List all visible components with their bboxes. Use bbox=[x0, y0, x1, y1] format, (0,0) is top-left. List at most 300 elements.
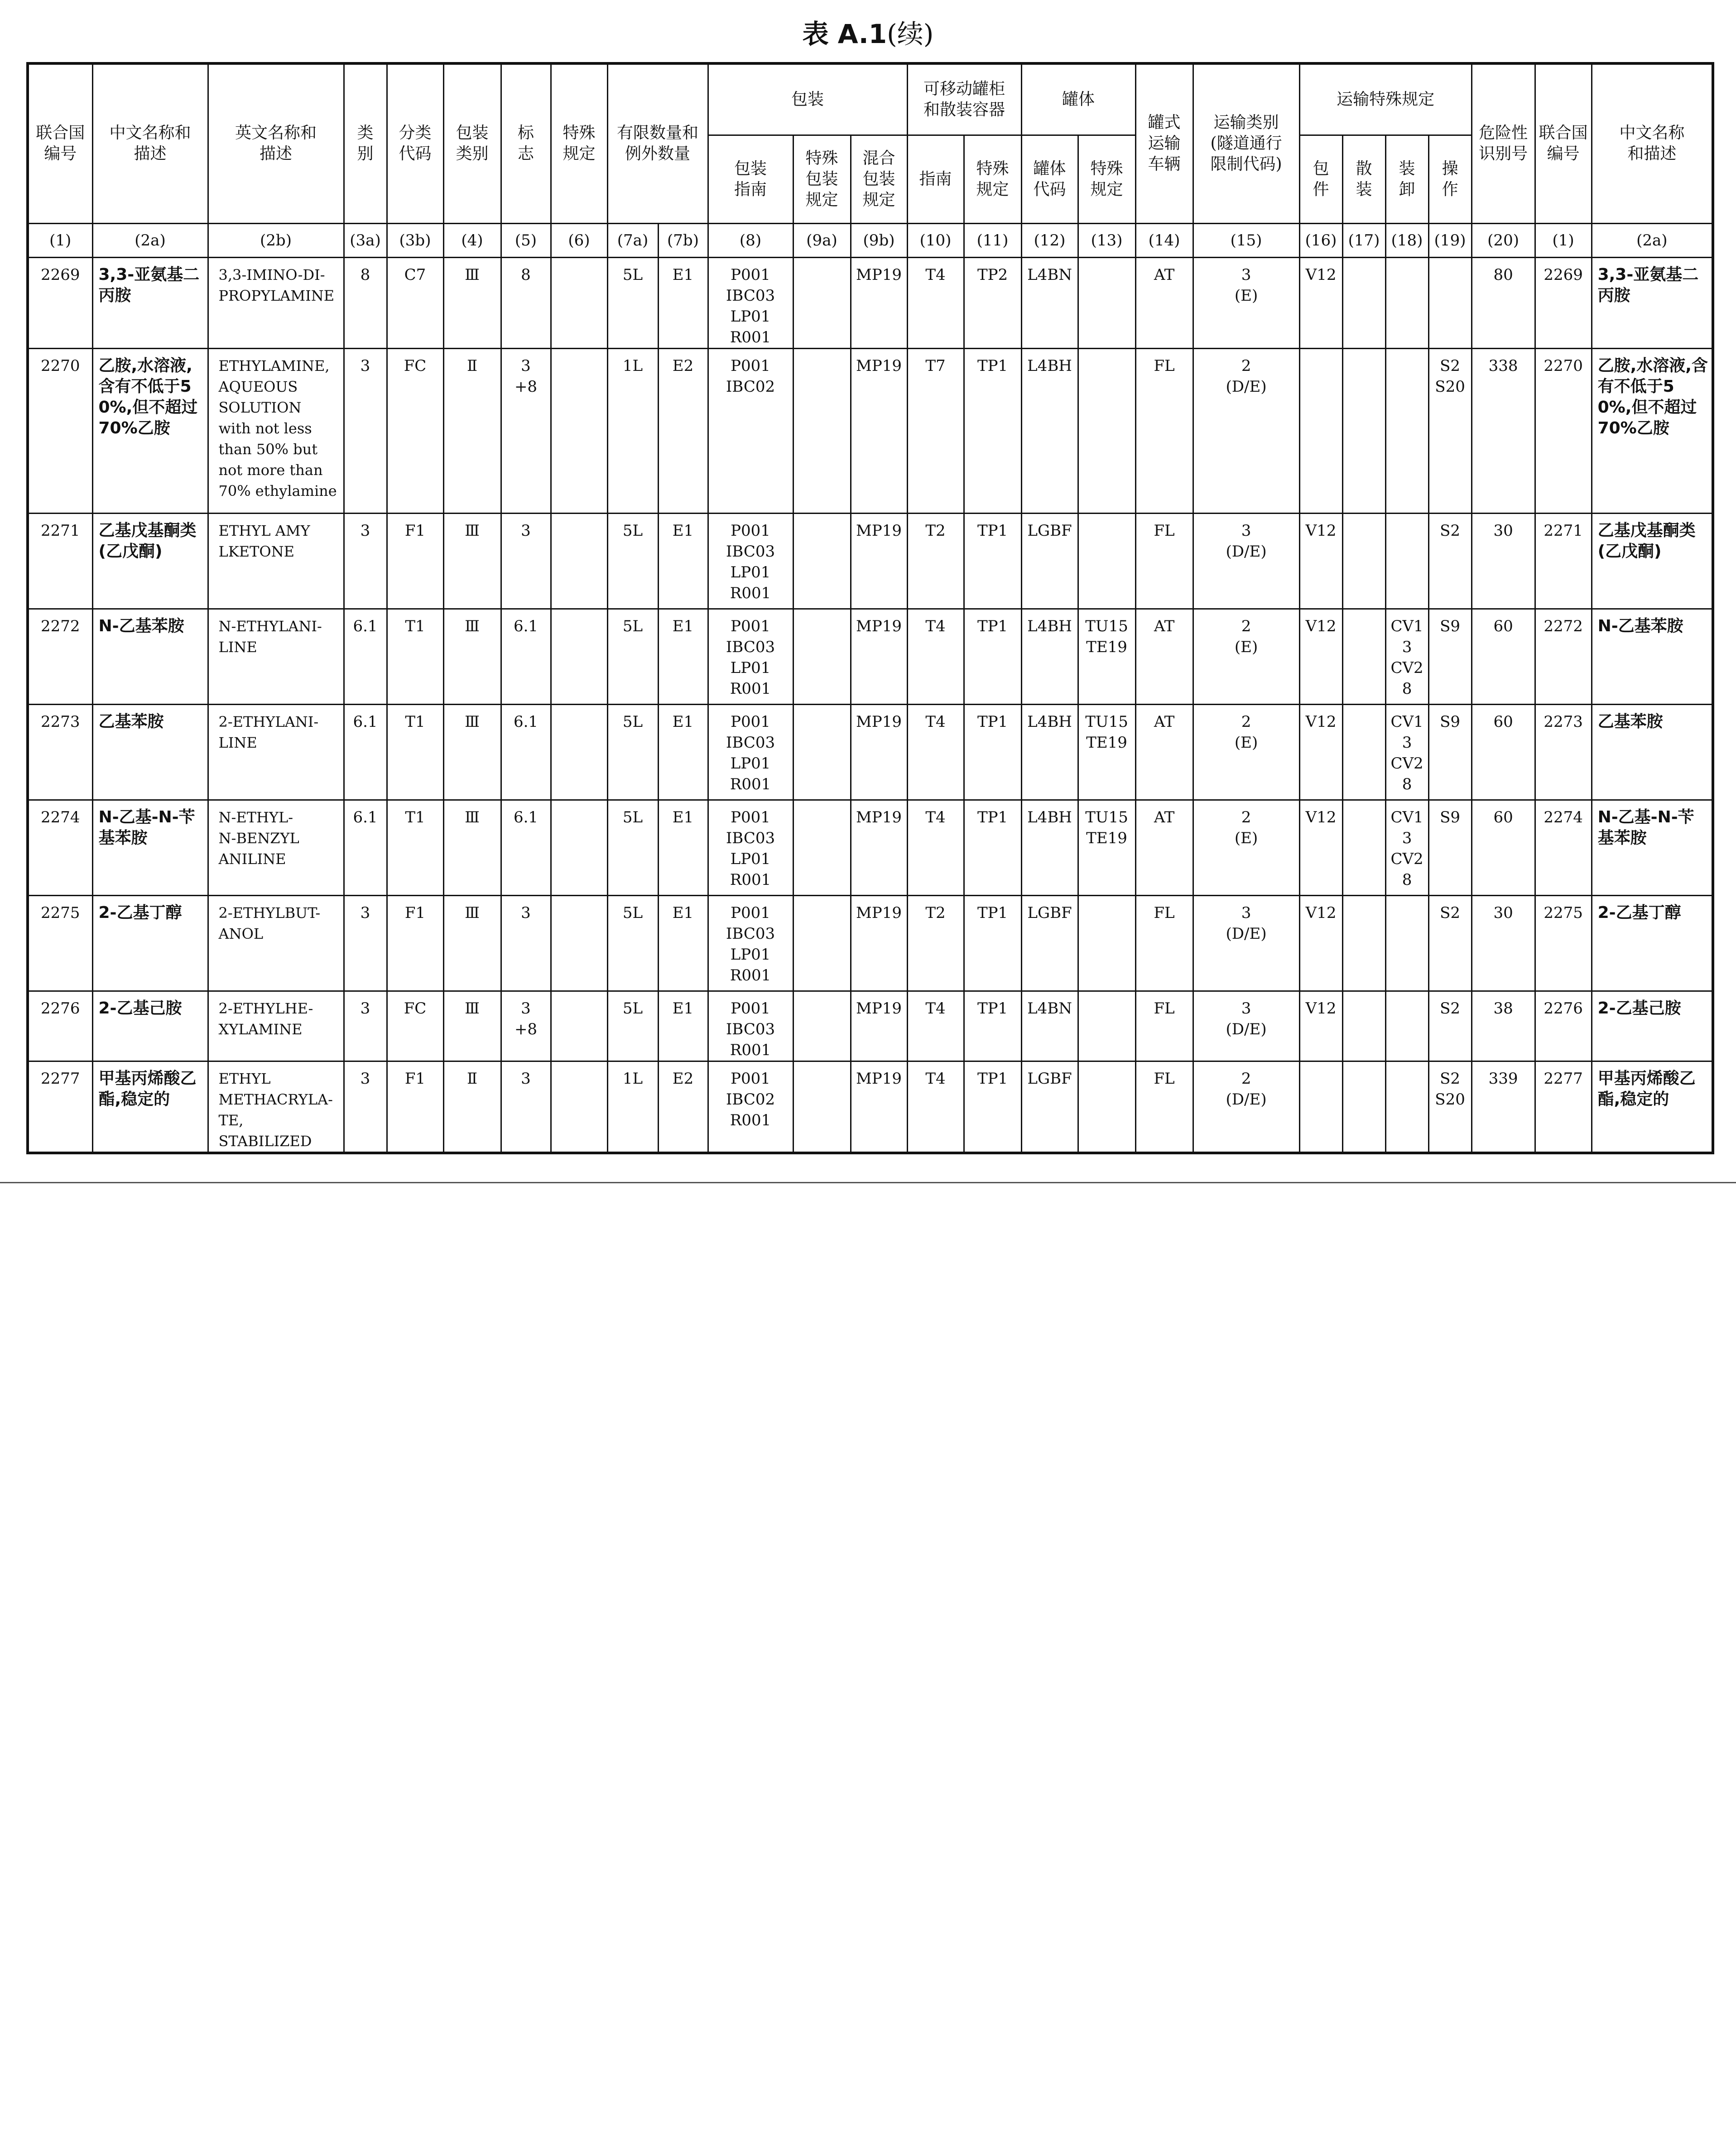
cell-ts-loading bbox=[1385, 348, 1428, 513]
cell-name-en: 2-ETHYLBUT- ANOL bbox=[208, 895, 344, 991]
header-mixed-packing: 混合 包装 规定 bbox=[851, 135, 907, 223]
cell-packing-instruction: P001 IBC02 R001 bbox=[708, 1061, 793, 1153]
cell-portable-tank-instruction: T4 bbox=[907, 257, 964, 348]
cell-un-number: 2274 bbox=[28, 800, 92, 895]
cell-packing-instruction: P001 IBC02 bbox=[708, 348, 793, 513]
cell-class-code: T1 bbox=[387, 704, 443, 800]
cell-portable-tank-instruction: T4 bbox=[907, 991, 964, 1061]
cell-packing-group: Ⅲ bbox=[443, 895, 501, 991]
cell-excepted-quantity: E2 bbox=[658, 348, 708, 513]
cell-labels: 3 bbox=[501, 513, 551, 609]
table-title-main: 表 A.1 bbox=[802, 19, 887, 49]
cell-hazard-id: 60 bbox=[1472, 704, 1535, 800]
cell-packing-group: Ⅲ bbox=[443, 257, 501, 348]
cell-un-number-right: 2275 bbox=[1535, 895, 1592, 991]
cell-packing-instruction: P001 IBC03 LP01 R001 bbox=[708, 895, 793, 991]
cell-ts-package: V12 bbox=[1299, 513, 1342, 609]
cell-special-packing bbox=[793, 513, 851, 609]
cell-portable-tank-special: TP1 bbox=[964, 895, 1021, 991]
cell-ts-bulk bbox=[1342, 991, 1385, 1061]
cell-special-provisions bbox=[551, 348, 607, 513]
cell-name-zh-right: N-乙基-N-苄基苯胺 bbox=[1592, 800, 1713, 895]
cell-packing-group: Ⅱ bbox=[443, 348, 501, 513]
cell-name-en: 2-ETHYLHE- XYLAMINE bbox=[208, 991, 344, 1061]
cell-name-zh-right: 2-乙基己胺 bbox=[1592, 991, 1713, 1061]
cell-excepted-quantity: E1 bbox=[658, 257, 708, 348]
cell-ts-operation bbox=[1428, 257, 1472, 348]
cell-labels: 6.1 bbox=[501, 704, 551, 800]
table-title-continued: (续) bbox=[887, 19, 934, 49]
cell-name-zh-right: 甲基丙烯酸乙酯,稳定的 bbox=[1592, 1061, 1713, 1153]
cell-un-number: 2276 bbox=[28, 991, 92, 1061]
cell-limited-quantity: 5L bbox=[607, 609, 658, 704]
cell-limited-quantity: 5L bbox=[607, 704, 658, 800]
cell-portable-tank-special: TP1 bbox=[964, 991, 1021, 1061]
cell-ts-loading bbox=[1385, 1061, 1428, 1153]
cell-portable-tank-instruction: T4 bbox=[907, 704, 964, 800]
header-special-packing: 特殊 包装 规定 bbox=[793, 135, 851, 223]
column-number: (8) bbox=[708, 223, 793, 257]
cell-class-code: F1 bbox=[387, 513, 443, 609]
header-packaging: 包装 bbox=[708, 63, 907, 135]
column-number: (5) bbox=[501, 223, 551, 257]
column-number: (16) bbox=[1299, 223, 1342, 257]
cell-hazard-id: 38 bbox=[1472, 991, 1535, 1061]
header-name-zh: 中文名称和 描述 bbox=[92, 63, 208, 223]
cell-tank-special: TU15 TE19 bbox=[1078, 704, 1135, 800]
cell-packing-instruction: P001 IBC03 LP01 R001 bbox=[708, 704, 793, 800]
cell-tank-code: L4BN bbox=[1021, 991, 1078, 1061]
cell-special-provisions bbox=[551, 704, 607, 800]
cell-name-zh-right: 2-乙基丁醇 bbox=[1592, 895, 1713, 991]
column-number-row bbox=[28, 223, 1713, 257]
cell-name-en: N-ETHYLANI- LINE bbox=[208, 609, 344, 704]
column-number: (11) bbox=[964, 223, 1021, 257]
cell-ts-operation: S9 bbox=[1428, 609, 1472, 704]
cell-name-en: N-ETHYL- N-BENZYL ANILINE bbox=[208, 800, 344, 895]
cell-portable-tank-instruction: T2 bbox=[907, 895, 964, 991]
cell-class: 6.1 bbox=[344, 609, 387, 704]
table-row bbox=[28, 1061, 1713, 1153]
cell-portable-tank-special: TP1 bbox=[964, 513, 1021, 609]
cell-transport-category: 3 (D/E) bbox=[1193, 513, 1299, 609]
header-ts-operation: 操 作 bbox=[1428, 135, 1472, 223]
cell-un-number-right: 2273 bbox=[1535, 704, 1592, 800]
column-number: (20) bbox=[1472, 223, 1535, 257]
cell-excepted-quantity: E1 bbox=[658, 800, 708, 895]
table-row bbox=[28, 704, 1713, 800]
cell-tank-special bbox=[1078, 895, 1135, 991]
column-number: (14) bbox=[1135, 223, 1193, 257]
cell-name-zh: N-乙基苯胺 bbox=[92, 609, 208, 704]
column-number: (7a) bbox=[607, 223, 658, 257]
cell-tank-code: L4BH bbox=[1021, 704, 1078, 800]
header-limited-quantity: 有限数量和 例外数量 bbox=[607, 63, 708, 223]
cell-special-packing bbox=[793, 609, 851, 704]
header-tank-special: 特殊 规定 bbox=[1078, 135, 1135, 223]
cell-portable-tank-instruction: T4 bbox=[907, 800, 964, 895]
cell-un-number-right: 2277 bbox=[1535, 1061, 1592, 1153]
cell-un-number-right: 2270 bbox=[1535, 348, 1592, 513]
cell-tank-code: L4BH bbox=[1021, 609, 1078, 704]
cell-name-zh-right: 乙基苯胺 bbox=[1592, 704, 1713, 800]
table-row bbox=[28, 991, 1713, 1061]
table-row bbox=[28, 609, 1713, 704]
cell-tank-special: TU15 TE19 bbox=[1078, 609, 1135, 704]
cell-class: 3 bbox=[344, 348, 387, 513]
cell-excepted-quantity: E1 bbox=[658, 609, 708, 704]
cell-tank-code: LGBF bbox=[1021, 513, 1078, 609]
cell-ts-package: V12 bbox=[1299, 704, 1342, 800]
cell-ts-operation: S2 bbox=[1428, 895, 1472, 991]
cell-ts-bulk bbox=[1342, 800, 1385, 895]
column-number: (15) bbox=[1193, 223, 1299, 257]
cell-tank-code: LGBF bbox=[1021, 895, 1078, 991]
column-number: (6) bbox=[551, 223, 607, 257]
cell-name-zh: 2-乙基丁醇 bbox=[92, 895, 208, 991]
cell-ts-bulk bbox=[1342, 513, 1385, 609]
cell-ts-package: V12 bbox=[1299, 257, 1342, 348]
header-packing-instruction: 包装 指南 bbox=[708, 135, 793, 223]
cell-name-zh: 乙胺,水溶液,含有不低于50%,但不超过70%乙胺 bbox=[92, 348, 208, 513]
cell-packing-instruction: P001 IBC03 LP01 R001 bbox=[708, 257, 793, 348]
table-row bbox=[28, 513, 1713, 609]
cell-special-provisions bbox=[551, 513, 607, 609]
column-number: (3a) bbox=[344, 223, 387, 257]
cell-special-provisions bbox=[551, 895, 607, 991]
cell-un-number-right: 2271 bbox=[1535, 513, 1592, 609]
header-tanks: 罐体 bbox=[1021, 63, 1135, 135]
cell-portable-tank-instruction: T7 bbox=[907, 348, 964, 513]
cell-packing-group: Ⅲ bbox=[443, 513, 501, 609]
cell-ts-bulk bbox=[1342, 704, 1385, 800]
cell-name-zh-right: N-乙基苯胺 bbox=[1592, 609, 1713, 704]
cell-mixed-packing: MP19 bbox=[851, 257, 907, 348]
cell-ts-operation: S2 S20 bbox=[1428, 348, 1472, 513]
cell-mixed-packing: MP19 bbox=[851, 1061, 907, 1153]
cell-labels: 3 +8 bbox=[501, 348, 551, 513]
column-number: (7b) bbox=[658, 223, 708, 257]
header-ts-package: 包 件 bbox=[1299, 135, 1342, 223]
cell-name-en: ETHYL METHACRYLA- TE, STABILIZED bbox=[208, 1061, 344, 1153]
cell-portable-tank-instruction: T2 bbox=[907, 513, 964, 609]
cell-special-provisions bbox=[551, 257, 607, 348]
column-number: (19) bbox=[1428, 223, 1472, 257]
cell-tank-vehicle: AT bbox=[1135, 704, 1193, 800]
cell-un-number: 2275 bbox=[28, 895, 92, 991]
cell-hazard-id: 338 bbox=[1472, 348, 1535, 513]
cell-ts-loading bbox=[1385, 257, 1428, 348]
cell-tank-code: L4BH bbox=[1021, 800, 1078, 895]
cell-class-code: C7 bbox=[387, 257, 443, 348]
cell-class-code: T1 bbox=[387, 609, 443, 704]
cell-ts-package: V12 bbox=[1299, 609, 1342, 704]
cell-packing-group: Ⅱ bbox=[443, 1061, 501, 1153]
cell-mixed-packing: MP19 bbox=[851, 991, 907, 1061]
column-number: (3b) bbox=[387, 223, 443, 257]
cell-portable-tank-instruction: T4 bbox=[907, 609, 964, 704]
header-class-code: 分类 代码 bbox=[387, 63, 443, 223]
cell-special-packing bbox=[793, 800, 851, 895]
header-name-en: 英文名称和 描述 bbox=[208, 63, 344, 223]
cell-special-packing bbox=[793, 348, 851, 513]
cell-class-code: FC bbox=[387, 348, 443, 513]
cell-un-number: 2277 bbox=[28, 1061, 92, 1153]
header-portable-tanks: 可移动罐柜 和散装容器 bbox=[907, 63, 1021, 135]
column-number: (1) bbox=[28, 223, 92, 257]
cell-un-number: 2271 bbox=[28, 513, 92, 609]
cell-un-number: 2270 bbox=[28, 348, 92, 513]
cell-transport-category: 2 (E) bbox=[1193, 704, 1299, 800]
cell-un-number-right: 2274 bbox=[1535, 800, 1592, 895]
cell-hazard-id: 30 bbox=[1472, 895, 1535, 991]
cell-ts-operation: S2 bbox=[1428, 991, 1472, 1061]
cell-tank-code: L4BN bbox=[1021, 257, 1078, 348]
cell-class: 3 bbox=[344, 895, 387, 991]
cell-tank-code: L4BH bbox=[1021, 348, 1078, 513]
cell-packing-instruction: P001 IBC03 LP01 R001 bbox=[708, 513, 793, 609]
cell-tank-vehicle: AT bbox=[1135, 800, 1193, 895]
cell-packing-group: Ⅲ bbox=[443, 800, 501, 895]
page-bottom-rule bbox=[0, 1182, 1736, 1183]
cell-limited-quantity: 5L bbox=[607, 991, 658, 1061]
header-vehicle: 罐式 运输 车辆 bbox=[1135, 63, 1193, 223]
cell-mixed-packing: MP19 bbox=[851, 609, 907, 704]
cell-un-number: 2269 bbox=[28, 257, 92, 348]
cell-limited-quantity: 1L bbox=[607, 1061, 658, 1153]
cell-portable-tank-special: TP1 bbox=[964, 704, 1021, 800]
cell-name-zh-right: 乙胺,水溶液,含有不低于50%,但不超过70%乙胺 bbox=[1592, 348, 1713, 513]
cell-hazard-id: 339 bbox=[1472, 1061, 1535, 1153]
cell-un-number: 2272 bbox=[28, 609, 92, 704]
cell-hazard-id: 60 bbox=[1472, 800, 1535, 895]
cell-packing-instruction: P001 IBC03 R001 bbox=[708, 991, 793, 1061]
header-special-provisions: 特殊 规定 bbox=[551, 63, 607, 223]
header-labels: 标 志 bbox=[501, 63, 551, 223]
cell-tank-special bbox=[1078, 1061, 1135, 1153]
cell-packing-group: Ⅲ bbox=[443, 991, 501, 1061]
cell-special-packing bbox=[793, 991, 851, 1061]
cell-ts-loading: CV13 CV28 bbox=[1385, 704, 1428, 800]
cell-class: 3 bbox=[344, 1061, 387, 1153]
cell-excepted-quantity: E1 bbox=[658, 895, 708, 991]
cell-transport-category: 2 (E) bbox=[1193, 800, 1299, 895]
cell-ts-loading bbox=[1385, 513, 1428, 609]
column-number: (18) bbox=[1385, 223, 1428, 257]
cell-tank-special bbox=[1078, 257, 1135, 348]
cell-labels: 6.1 bbox=[501, 800, 551, 895]
cell-special-packing bbox=[793, 1061, 851, 1153]
cell-tank-vehicle: FL bbox=[1135, 348, 1193, 513]
cell-tank-vehicle: FL bbox=[1135, 513, 1193, 609]
cell-packing-instruction: P001 IBC03 LP01 R001 bbox=[708, 800, 793, 895]
cell-labels: 6.1 bbox=[501, 609, 551, 704]
cell-mixed-packing: MP19 bbox=[851, 704, 907, 800]
cell-portable-tank-special: TP1 bbox=[964, 1061, 1021, 1153]
cell-class-code: FC bbox=[387, 991, 443, 1061]
cell-un-number-right: 2272 bbox=[1535, 609, 1592, 704]
column-number: (2a) bbox=[92, 223, 208, 257]
table-row bbox=[28, 257, 1713, 348]
cell-portable-tank-special: TP1 bbox=[964, 609, 1021, 704]
column-number: (9a) bbox=[793, 223, 851, 257]
cell-special-packing bbox=[793, 704, 851, 800]
cell-name-zh: 乙基戊基酮类(乙戊酮) bbox=[92, 513, 208, 609]
cell-limited-quantity: 5L bbox=[607, 895, 658, 991]
cell-transport-category: 2 (E) bbox=[1193, 609, 1299, 704]
cell-ts-loading bbox=[1385, 895, 1428, 991]
cell-transport-category: 3 (D/E) bbox=[1193, 895, 1299, 991]
cell-ts-operation: S9 bbox=[1428, 704, 1472, 800]
cell-labels: 3 +8 bbox=[501, 991, 551, 1061]
cell-name-zh: N-乙基-N-苄基苯胺 bbox=[92, 800, 208, 895]
cell-class-code: F1 bbox=[387, 1061, 443, 1153]
cell-ts-bulk bbox=[1342, 609, 1385, 704]
header-ts-bulk: 散 装 bbox=[1342, 135, 1385, 223]
dangerous-goods-table bbox=[26, 62, 1714, 1154]
cell-tank-code: LGBF bbox=[1021, 1061, 1078, 1153]
cell-tank-vehicle: AT bbox=[1135, 257, 1193, 348]
cell-name-zh-right: 乙基戊基酮类(乙戊酮) bbox=[1592, 513, 1713, 609]
cell-portable-tank-special: TP1 bbox=[964, 800, 1021, 895]
header-transport-special: 运输特殊规定 bbox=[1299, 63, 1472, 135]
cell-hazard-id: 80 bbox=[1472, 257, 1535, 348]
cell-ts-loading bbox=[1385, 991, 1428, 1061]
cell-portable-tank-special: TP1 bbox=[964, 348, 1021, 513]
cell-tank-vehicle: FL bbox=[1135, 1061, 1193, 1153]
cell-labels: 8 bbox=[501, 257, 551, 348]
header-packing-group: 包装 类别 bbox=[443, 63, 501, 223]
cell-excepted-quantity: E1 bbox=[658, 704, 708, 800]
cell-packing-instruction: P001 IBC03 LP01 R001 bbox=[708, 609, 793, 704]
cell-name-zh: 乙基苯胺 bbox=[92, 704, 208, 800]
cell-name-zh: 3,3-亚氨基二丙胺 bbox=[92, 257, 208, 348]
cell-ts-package bbox=[1299, 1061, 1342, 1153]
cell-name-en: 2-ETHYLANI- LINE bbox=[208, 704, 344, 800]
cell-excepted-quantity: E1 bbox=[658, 513, 708, 609]
cell-special-packing bbox=[793, 257, 851, 348]
cell-name-zh: 甲基丙烯酸乙酯,稳定的 bbox=[92, 1061, 208, 1153]
cell-tank-special bbox=[1078, 991, 1135, 1061]
column-number: (12) bbox=[1021, 223, 1078, 257]
column-number: (13) bbox=[1078, 223, 1135, 257]
cell-special-packing bbox=[793, 895, 851, 991]
table-header bbox=[28, 63, 1713, 257]
table-row bbox=[28, 348, 1713, 513]
cell-labels: 3 bbox=[501, 895, 551, 991]
cell-class-code: F1 bbox=[387, 895, 443, 991]
cell-ts-package: V12 bbox=[1299, 895, 1342, 991]
table-body bbox=[28, 257, 1713, 1153]
cell-labels: 3 bbox=[501, 1061, 551, 1153]
cell-ts-bulk bbox=[1342, 348, 1385, 513]
cell-limited-quantity: 5L bbox=[607, 257, 658, 348]
cell-name-zh-right: 3,3-亚氨基二丙胺 bbox=[1592, 257, 1713, 348]
cell-ts-bulk bbox=[1342, 895, 1385, 991]
cell-class: 3 bbox=[344, 991, 387, 1061]
cell-mixed-packing: MP19 bbox=[851, 348, 907, 513]
cell-class: 6.1 bbox=[344, 800, 387, 895]
cell-special-provisions bbox=[551, 609, 607, 704]
cell-transport-category: 3 (E) bbox=[1193, 257, 1299, 348]
cell-transport-category: 2 (D/E) bbox=[1193, 1061, 1299, 1153]
cell-name-en: ETHYLAMINE, AQUEOUS SOLUTION with not less than 50% but not more than 70% ethylamine bbox=[208, 348, 344, 513]
cell-portable-tank-instruction: T4 bbox=[907, 1061, 964, 1153]
cell-special-provisions bbox=[551, 991, 607, 1061]
cell-limited-quantity: 5L bbox=[607, 513, 658, 609]
cell-packing-group: Ⅲ bbox=[443, 704, 501, 800]
cell-ts-bulk bbox=[1342, 257, 1385, 348]
header-transport-category: 运输类别 (隧道通行 限制代码) bbox=[1193, 63, 1299, 223]
cell-transport-category: 3 (D/E) bbox=[1193, 991, 1299, 1061]
header-portable-tank-special: 特殊 规定 bbox=[964, 135, 1021, 223]
cell-ts-loading: CV13 CV28 bbox=[1385, 800, 1428, 895]
cell-ts-package: V12 bbox=[1299, 800, 1342, 895]
cell-ts-operation: S9 bbox=[1428, 800, 1472, 895]
cell-portable-tank-special: TP2 bbox=[964, 257, 1021, 348]
header-ts-loading: 装 卸 bbox=[1385, 135, 1428, 223]
header-portable-tank-instruction: 指南 bbox=[907, 135, 964, 223]
cell-class: 8 bbox=[344, 257, 387, 348]
cell-un-number-right: 2276 bbox=[1535, 991, 1592, 1061]
column-number: (2a) bbox=[1592, 223, 1713, 257]
cell-un-number: 2273 bbox=[28, 704, 92, 800]
cell-packing-group: Ⅲ bbox=[443, 609, 501, 704]
cell-excepted-quantity: E1 bbox=[658, 991, 708, 1061]
cell-mixed-packing: MP19 bbox=[851, 800, 907, 895]
cell-ts-package bbox=[1299, 348, 1342, 513]
header-tank-code: 罐体 代码 bbox=[1021, 135, 1078, 223]
cell-class-code: T1 bbox=[387, 800, 443, 895]
column-number: (4) bbox=[443, 223, 501, 257]
table-row bbox=[28, 800, 1713, 895]
cell-tank-vehicle: FL bbox=[1135, 991, 1193, 1061]
cell-name-en: ETHYL AMY LKETONE bbox=[208, 513, 344, 609]
table-title bbox=[0, 13, 1736, 51]
cell-name-en: 3,3-IMINO-DI- PROPYLAMINE bbox=[208, 257, 344, 348]
cell-ts-bulk bbox=[1342, 1061, 1385, 1153]
cell-hazard-id: 60 bbox=[1472, 609, 1535, 704]
cell-hazard-id: 30 bbox=[1472, 513, 1535, 609]
cell-special-provisions bbox=[551, 800, 607, 895]
cell-name-zh: 2-乙基己胺 bbox=[92, 991, 208, 1061]
cell-class: 6.1 bbox=[344, 704, 387, 800]
cell-un-number-right: 2269 bbox=[1535, 257, 1592, 348]
column-number: (2b) bbox=[208, 223, 344, 257]
header-class: 类 别 bbox=[344, 63, 387, 223]
cell-limited-quantity: 1L bbox=[607, 348, 658, 513]
cell-ts-loading: CV13 CV28 bbox=[1385, 609, 1428, 704]
column-number: (10) bbox=[907, 223, 964, 257]
column-number: (17) bbox=[1342, 223, 1385, 257]
header-hazard-id: 危险性 识别号 bbox=[1472, 63, 1535, 223]
cell-special-provisions bbox=[551, 1061, 607, 1153]
cell-class: 3 bbox=[344, 513, 387, 609]
header-un-no-right: 联合国 编号 bbox=[1535, 63, 1592, 223]
cell-excepted-quantity: E2 bbox=[658, 1061, 708, 1153]
cell-limited-quantity: 5L bbox=[607, 800, 658, 895]
cell-mixed-packing: MP19 bbox=[851, 895, 907, 991]
cell-tank-vehicle: FL bbox=[1135, 895, 1193, 991]
cell-transport-category: 2 (D/E) bbox=[1193, 348, 1299, 513]
table-row bbox=[28, 895, 1713, 991]
header-un-no: 联合国 编号 bbox=[28, 63, 92, 223]
cell-ts-operation: S2 bbox=[1428, 513, 1472, 609]
cell-tank-vehicle: AT bbox=[1135, 609, 1193, 704]
cell-tank-special bbox=[1078, 513, 1135, 609]
column-number: (9b) bbox=[851, 223, 907, 257]
cell-ts-operation: S2 S20 bbox=[1428, 1061, 1472, 1153]
